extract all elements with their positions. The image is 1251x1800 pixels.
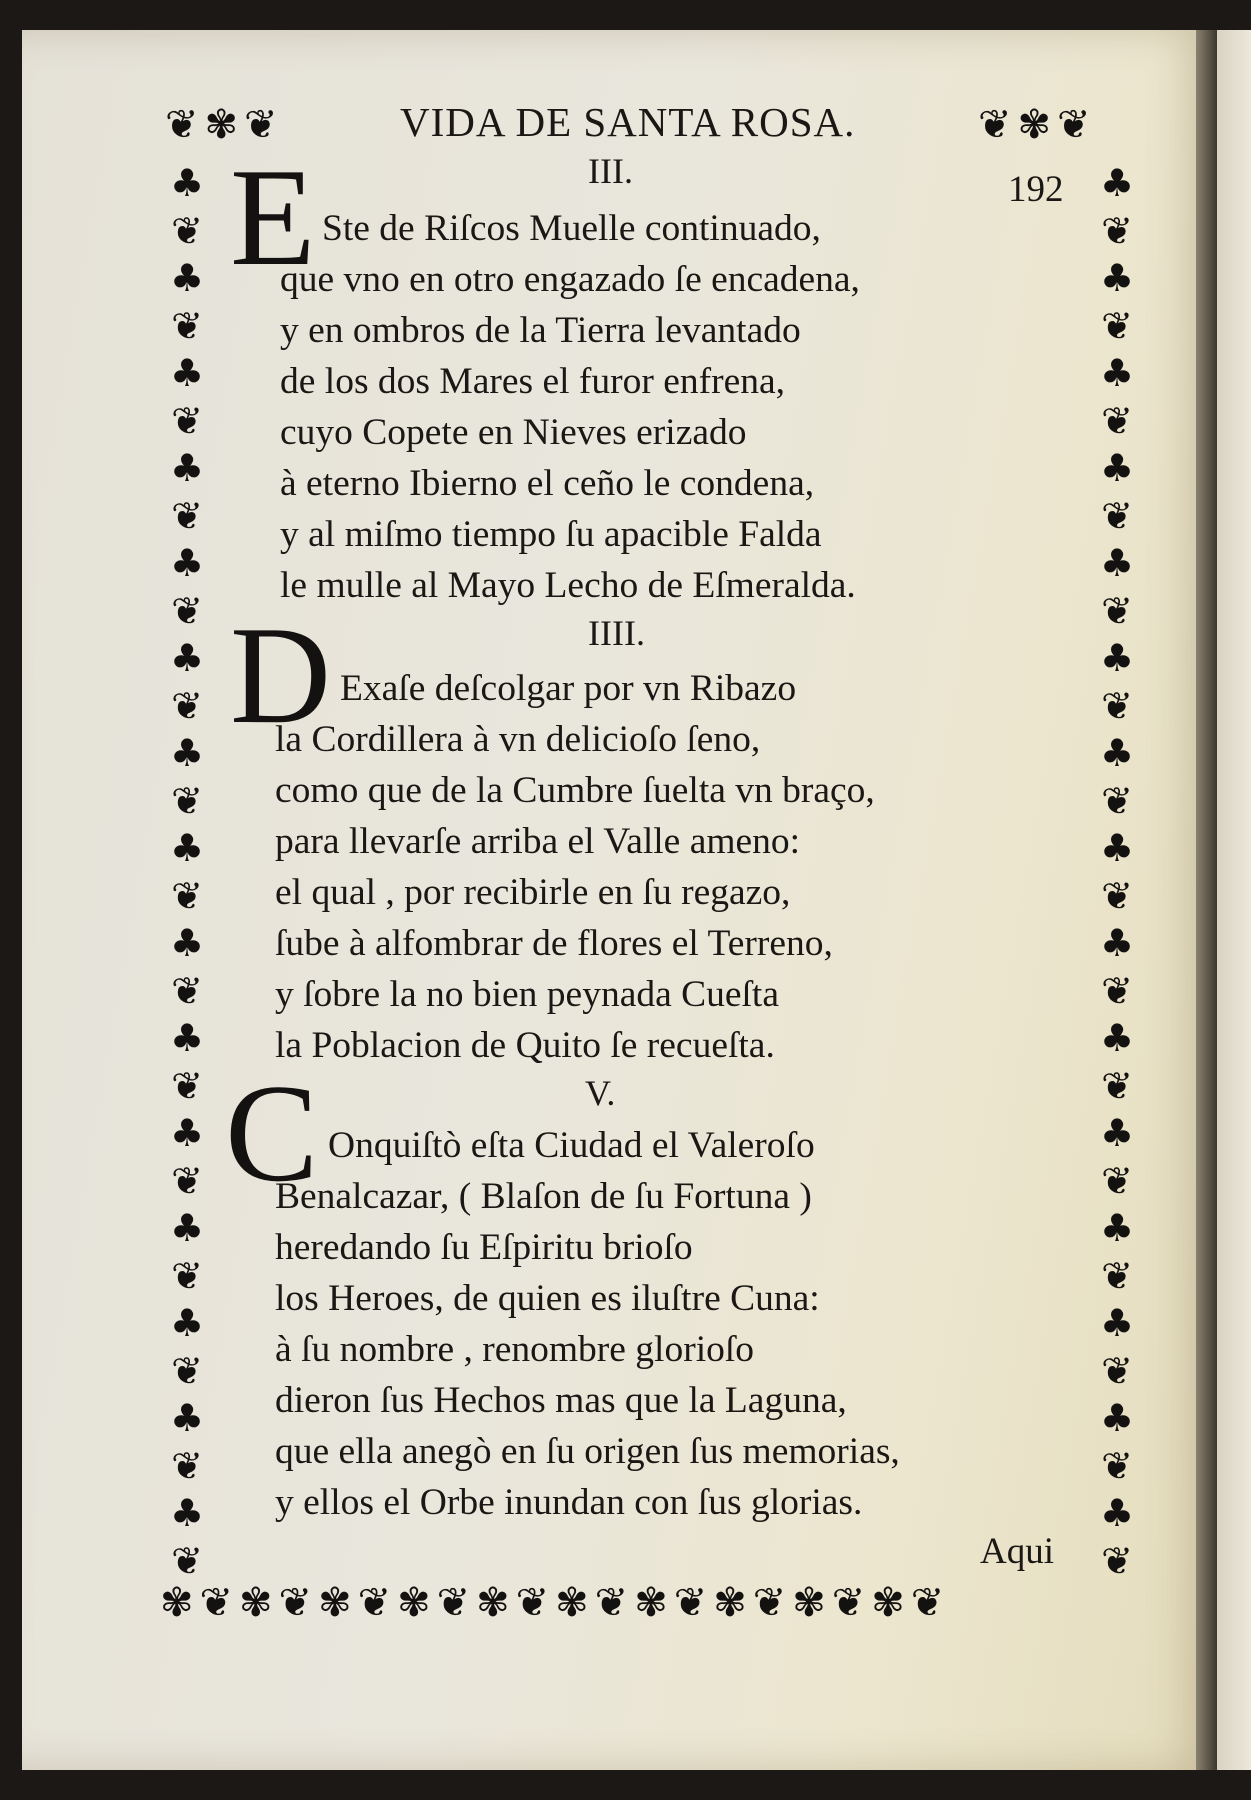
verse-line: cuyo Copete en Nieves erizado bbox=[280, 412, 747, 453]
verse-line: como que de la Cumbre ſuelta vn braço, bbox=[275, 770, 875, 811]
fleuron-icon: ♣ bbox=[1100, 1016, 1135, 1060]
fleuron-icon: ♣ bbox=[170, 1301, 205, 1345]
fleuron-border-top-left: ❦✾❦ bbox=[165, 102, 284, 148]
drop-cap: C bbox=[225, 1056, 319, 1211]
verse-line: la Cordillera à vn delicioſo ſeno, bbox=[275, 719, 761, 760]
fleuron-icon: ❦ bbox=[1101, 683, 1133, 728]
verse-line: ſube à alfombrar de flores el Terreno, bbox=[275, 923, 833, 964]
fleuron-icon: ❦ bbox=[1101, 1158, 1133, 1203]
fleuron-border-top-right: ❦✾❦ bbox=[978, 102, 1097, 148]
fleuron-icon: ♣ bbox=[1100, 541, 1135, 585]
verse-line: para llevarſe arriba el Valle ameno: bbox=[275, 821, 801, 862]
verse-line: le mulle al Mayo Lecho de Eſmeralda. bbox=[280, 565, 856, 606]
fleuron-icon: ♣ bbox=[170, 446, 205, 490]
fleuron-icon: ♣ bbox=[1100, 1491, 1135, 1535]
fleuron-icon: ❦ bbox=[1101, 1538, 1133, 1583]
verse-line: y ſobre la no bien peynada Cueſta bbox=[275, 974, 779, 1015]
verse-line: Ste de Riſcos Muelle continuado, bbox=[322, 208, 821, 249]
fleuron-icon: ❦ bbox=[171, 1348, 203, 1393]
verse-line: Benalcazar, ( Blaſon de ſu Fortuna ) bbox=[275, 1176, 812, 1217]
fleuron-icon: ♣ bbox=[170, 1016, 205, 1060]
verse-line: que ella anegò en ſu origen ſus memorias, bbox=[275, 1431, 900, 1472]
fleuron-icon: ❦ bbox=[1101, 778, 1133, 823]
fleuron-icon: ❦ bbox=[1101, 968, 1133, 1013]
fleuron-border-bottom: ✾❦✾❦✾❦✾❦✾❦✾❦✾❦✾❦✾❦✾❦ bbox=[160, 1580, 951, 1626]
stanza-number: IIII. bbox=[588, 613, 645, 653]
fleuron-icon: ♣ bbox=[170, 636, 205, 680]
fleuron-icon: ♣ bbox=[1100, 1206, 1135, 1250]
facing-page-edge bbox=[1217, 30, 1251, 1770]
fleuron-icon: ♣ bbox=[170, 731, 205, 775]
fleuron-icon: ❦ bbox=[1101, 1253, 1133, 1298]
page-number: 192 bbox=[1008, 169, 1064, 210]
fleuron-icon: ❦ bbox=[171, 1538, 203, 1583]
fleuron-icon: ♣ bbox=[1100, 1396, 1135, 1440]
fleuron-icon: ❦ bbox=[171, 1063, 203, 1108]
verse-line: Exaſe deſcolgar por vn Ribazo bbox=[340, 668, 797, 709]
fleuron-icon: ❦ bbox=[171, 493, 203, 538]
verse-line: à ſu nombre , renombre glorioſo bbox=[275, 1329, 755, 1370]
fleuron-icon: ♣ bbox=[1100, 256, 1135, 300]
verse-line: heredando ſu Eſpiritu brioſo bbox=[275, 1227, 693, 1268]
fleuron-icon: ❦ bbox=[1101, 398, 1133, 443]
fleuron-icon: ❦ bbox=[171, 588, 203, 633]
fleuron-icon: ♣ bbox=[1100, 351, 1135, 395]
verse-line: los Heroes, de quien es iluſtre Cuna: bbox=[275, 1278, 820, 1319]
fleuron-icon: ❦ bbox=[1101, 1063, 1133, 1108]
fleuron-icon: ♣ bbox=[1100, 1111, 1135, 1155]
fleuron-border-left bbox=[170, 160, 204, 1585]
verse-line: y ellos el Orbe inundan con ſus glorias. bbox=[275, 1482, 863, 1523]
fleuron-icon: ♣ bbox=[170, 1206, 205, 1250]
fleuron-icon: ❦ bbox=[171, 873, 203, 918]
verse-line: que vno en otro engazado ſe encadena, bbox=[280, 259, 860, 300]
fleuron-icon: ❦ bbox=[171, 968, 203, 1013]
fleuron-icon: ♣ bbox=[1100, 636, 1135, 680]
fleuron-icon: ♣ bbox=[1100, 161, 1135, 205]
fleuron-icon: ❦ bbox=[171, 683, 203, 728]
fleuron-icon: ♣ bbox=[1100, 1301, 1135, 1345]
fleuron-icon: ❦ bbox=[1101, 1348, 1133, 1393]
stanza-number: III. bbox=[588, 151, 633, 191]
fleuron-icon: ♣ bbox=[1100, 731, 1135, 775]
fleuron-icon: ♣ bbox=[170, 921, 205, 965]
verse-line: y en ombros de la Tierra levantado bbox=[280, 310, 801, 351]
fleuron-icon: ♣ bbox=[170, 826, 205, 870]
fleuron-icon: ❦ bbox=[171, 778, 203, 823]
drop-cap: D bbox=[230, 598, 332, 753]
verse-line: el qual , por recibirle en ſu regazo, bbox=[275, 872, 791, 913]
fleuron-icon: ❦ bbox=[1101, 1443, 1133, 1488]
fleuron-icon: ❦ bbox=[1101, 588, 1133, 633]
fleuron-icon: ❦ bbox=[171, 1158, 203, 1203]
fleuron-icon: ♣ bbox=[170, 1491, 205, 1535]
fleuron-icon: ❦ bbox=[171, 303, 203, 348]
fleuron-icon: ❦ bbox=[171, 398, 203, 443]
stanza-number: V. bbox=[585, 1073, 616, 1113]
fleuron-icon: ❦ bbox=[1101, 873, 1133, 918]
fleuron-icon: ♣ bbox=[1100, 921, 1135, 965]
verse-line: Onquiſtò eſta Ciudad el Valeroſo bbox=[328, 1125, 815, 1166]
drop-cap: E bbox=[230, 140, 316, 295]
running-head: VIDA DE SANTA ROSA. bbox=[400, 99, 856, 145]
fleuron-icon: ❦ bbox=[1101, 493, 1133, 538]
fleuron-icon: ♣ bbox=[170, 161, 205, 205]
verse-line: à eterno Ibierno el ceño le condena, bbox=[280, 463, 815, 504]
fleuron-icon: ❦ bbox=[1101, 208, 1133, 253]
fleuron-icon: ♣ bbox=[170, 1396, 205, 1440]
fleuron-icon: ♣ bbox=[170, 1111, 205, 1155]
catchword: Aqui bbox=[980, 1531, 1054, 1572]
verse-line: dieron ſus Hechos mas que la Laguna, bbox=[275, 1380, 847, 1421]
verse-line: de los dos Mares el furor enfrena, bbox=[280, 361, 786, 402]
fleuron-icon: ❦ bbox=[171, 208, 203, 253]
fleuron-icon: ❦ bbox=[171, 1443, 203, 1488]
fleuron-icon: ❦ bbox=[1101, 303, 1133, 348]
fleuron-icon: ♣ bbox=[1100, 446, 1135, 490]
verse-line: la Poblacion de Quito ſe recueſta. bbox=[275, 1025, 775, 1066]
verse-line: y al miſmo tiempo ſu apacible Falda bbox=[280, 514, 822, 555]
fleuron-icon: ♣ bbox=[170, 256, 205, 300]
fleuron-icon: ♣ bbox=[170, 541, 205, 585]
book-gutter bbox=[1196, 30, 1218, 1770]
fleuron-border-right bbox=[1100, 160, 1134, 1585]
fleuron-icon: ❦ bbox=[171, 1253, 203, 1298]
fleuron-icon: ♣ bbox=[170, 351, 205, 395]
fleuron-icon: ♣ bbox=[1100, 826, 1135, 870]
